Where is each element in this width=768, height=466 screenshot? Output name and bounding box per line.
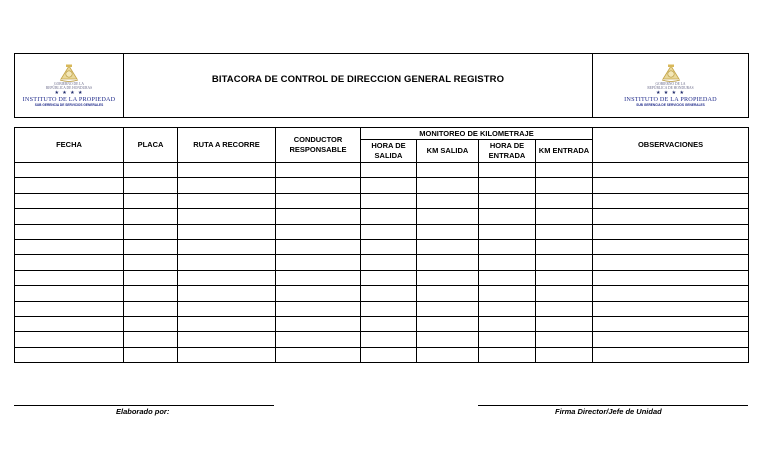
prepared-by-label: Elaborado por: [116,407,170,416]
government-text: GOBIERNO DE LA REPÚBLICA DE HONDURAS [45,82,93,90]
table-cell[interactable] [15,239,124,254]
hora-salida-line2: SALIDA [374,151,403,160]
table-cell[interactable] [593,224,749,239]
title-cell [124,54,593,118]
table-row [15,224,749,239]
table-cell[interactable] [593,332,749,347]
table-cell[interactable] [361,193,417,208]
table-cell[interactable] [276,301,361,316]
table-cell[interactable] [417,286,479,301]
table-cell[interactable] [124,163,178,178]
table-row [15,270,749,285]
table-cell[interactable] [178,347,276,362]
col-header-ruta: RUTA A RECORRE [178,128,276,163]
table-cell[interactable] [124,209,178,224]
table-cell[interactable] [536,224,593,239]
log-table-body [15,163,749,363]
table-cell[interactable] [479,255,536,270]
table-cell[interactable] [124,224,178,239]
table-row [15,209,749,224]
table-cell[interactable] [178,301,276,316]
table-cell[interactable] [276,347,361,362]
table-cell[interactable] [276,255,361,270]
col-header-placa: PLACA [124,128,178,163]
hora-entrada-line1: HORA DE [489,141,525,150]
table-cell[interactable] [593,316,749,331]
table-cell[interactable] [276,239,361,254]
table-cell[interactable] [178,209,276,224]
table-cell[interactable] [479,209,536,224]
table-cell[interactable] [361,178,417,193]
table-cell[interactable] [124,286,178,301]
table-cell[interactable] [417,316,479,331]
institution-name: INSTITUTO DE LA PROPIEDAD [624,96,717,103]
table-cell[interactable] [479,301,536,316]
table-cell[interactable] [536,316,593,331]
table-cell[interactable] [593,270,749,285]
table-cell[interactable] [417,347,479,362]
table-cell[interactable] [15,163,124,178]
table-cell[interactable] [417,255,479,270]
conductor-line1: CONDUCTOR [293,135,343,144]
institution-logo-left [15,54,123,117]
table-cell[interactable] [479,332,536,347]
table-cell[interactable] [15,347,124,362]
table-cell[interactable] [417,270,479,285]
table-cell[interactable] [361,255,417,270]
hora-entrada-line2: ENTRADA [488,151,526,160]
table-row [15,178,749,193]
table-cell[interactable] [178,239,276,254]
table-cell[interactable] [479,239,536,254]
col-header-km-salida: KM SALIDA [417,140,479,163]
table-cell[interactable] [593,209,749,224]
table-row [15,255,749,270]
table-row [15,193,749,208]
table-cell[interactable] [417,209,479,224]
table-cell[interactable] [15,193,124,208]
table-cell[interactable] [479,178,536,193]
table-cell[interactable] [536,286,593,301]
institution-logo-right [593,54,748,117]
table-cell[interactable] [15,286,124,301]
table-cell[interactable] [417,163,479,178]
table-cell[interactable] [276,178,361,193]
table-cell[interactable] [15,270,124,285]
table-cell[interactable] [536,255,593,270]
table-cell[interactable] [536,347,593,362]
table-row [15,301,749,316]
table-cell[interactable] [361,332,417,347]
table-cell[interactable] [417,332,479,347]
table-cell[interactable] [178,332,276,347]
table-cell[interactable] [479,224,536,239]
stars-icon: ★ ★ ★ ★ [655,90,686,96]
table-cell[interactable] [178,270,276,285]
director-signature-label: Firma Director/Jefe de Unidad [555,407,662,416]
logo-right-cell [593,54,749,118]
col-header-km-entrada: KM ENTRADA [536,140,593,163]
table-cell[interactable] [178,178,276,193]
table-cell[interactable] [178,316,276,331]
table-cell[interactable] [593,193,749,208]
table-cell[interactable] [276,316,361,331]
table-cell[interactable] [178,286,276,301]
table-cell[interactable] [15,301,124,316]
table-cell[interactable] [479,316,536,331]
col-header-observaciones: OBSERVACIONES [593,128,749,163]
table-cell[interactable] [536,178,593,193]
coat-of-arms-icon [57,64,81,82]
table-cell[interactable] [276,270,361,285]
table-cell[interactable] [361,239,417,254]
table-cell[interactable] [479,163,536,178]
table-cell[interactable] [536,332,593,347]
logo-left-cell [15,54,124,118]
table-cell[interactable] [479,270,536,285]
table-cell[interactable] [276,193,361,208]
table-cell[interactable] [593,239,749,254]
log-table [14,127,749,363]
table-cell[interactable] [276,209,361,224]
table-cell[interactable] [361,163,417,178]
table-cell[interactable] [536,270,593,285]
table-cell[interactable] [276,163,361,178]
table-cell[interactable] [417,224,479,239]
table-cell[interactable] [361,347,417,362]
table-cell[interactable] [124,255,178,270]
col-header-fecha: FECHA [15,128,124,163]
table-cell[interactable] [417,193,479,208]
institution-subtitle: SUB GERENCIA DE SERVICIOS GENERALES [636,103,705,107]
table-cell[interactable] [593,163,749,178]
table-cell[interactable] [276,224,361,239]
table-cell[interactable] [124,332,178,347]
table-cell[interactable] [178,255,276,270]
government-text: GOBIERNO DE LA REPÚBLICA DE HONDURAS [647,82,694,90]
table-cell[interactable] [276,286,361,301]
col-header-monitoreo: MONITOREO DE KILOMETRAJE [361,128,593,140]
table-cell[interactable] [15,224,124,239]
institution-name: INSTITUTO DE LA PROPIEDAD [22,96,116,103]
table-cell[interactable] [124,301,178,316]
conductor-line2: RESPONSABLE [289,145,347,154]
coat-of-arms-icon [659,64,683,82]
table-cell[interactable] [536,193,593,208]
table-cell[interactable] [417,301,479,316]
table-cell[interactable] [15,209,124,224]
col-header-hora-salida [361,140,417,163]
table-cell[interactable] [417,239,479,254]
col-header-hora-entrada [479,140,536,163]
table-cell[interactable] [178,224,276,239]
signature-line-right [478,405,748,406]
table-cell[interactable] [361,224,417,239]
stars-icon: ★ ★ ★ ★ [54,90,84,96]
table-cell[interactable] [124,316,178,331]
hora-salida-line1: HORA DE [371,141,406,150]
table-cell[interactable] [15,178,124,193]
table-cell[interactable] [15,332,124,347]
table-cell[interactable] [276,332,361,347]
table-cell[interactable] [536,239,593,254]
table-cell[interactable] [593,255,749,270]
table-cell[interactable] [479,286,536,301]
table-cell[interactable] [536,301,593,316]
table-cell[interactable] [361,286,417,301]
table-row [15,316,749,331]
table-row [15,332,749,347]
table-cell[interactable] [593,178,749,193]
table-cell[interactable] [15,316,124,331]
header-box [14,53,749,118]
table-cell[interactable] [361,316,417,331]
institution-subtitle: SUB GERENCIA DE SERVICIOS GENERALES [34,103,104,107]
document-title: BITACORA DE CONTROL DE DIRECCION GENERAL REGISTRO [211,74,505,85]
table-row [15,239,749,254]
table-row [15,347,749,362]
table-cell[interactable] [417,178,479,193]
table-row [15,163,749,178]
table-cell[interactable] [593,286,749,301]
table-cell[interactable] [361,301,417,316]
table-cell[interactable] [124,178,178,193]
table-cell[interactable] [536,209,593,224]
table-cell[interactable] [178,163,276,178]
col-header-conductor [276,128,361,163]
table-cell[interactable] [178,193,276,208]
table-cell[interactable] [15,255,124,270]
table-cell[interactable] [593,301,749,316]
table-cell[interactable] [124,347,178,362]
table-cell[interactable] [479,347,536,362]
table-cell[interactable] [593,347,749,362]
table-cell[interactable] [124,239,178,254]
signature-line-left [14,405,274,406]
table-cell[interactable] [361,270,417,285]
table-cell[interactable] [536,163,593,178]
table-cell[interactable] [361,209,417,224]
table-cell[interactable] [479,193,536,208]
table-cell[interactable] [124,270,178,285]
table-cell[interactable] [124,193,178,208]
table-row [15,286,749,301]
